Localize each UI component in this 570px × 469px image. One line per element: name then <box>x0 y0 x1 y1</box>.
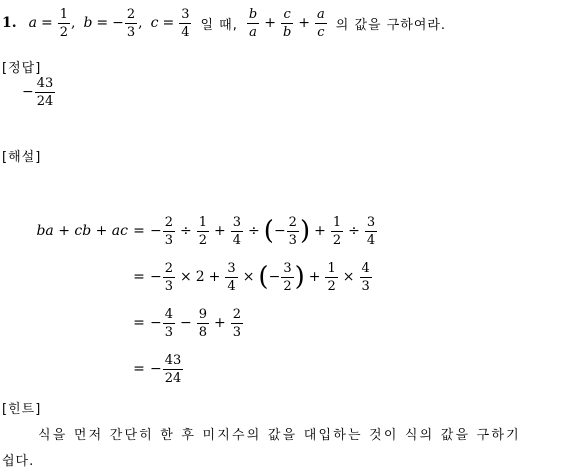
fraction <box>163 216 175 247</box>
fraction-numerator: 4 <box>361 260 370 276</box>
fraction <box>163 354 184 385</box>
fraction-denominator: 2 <box>283 278 292 294</box>
fraction <box>163 262 175 293</box>
fraction-numerator: 2 <box>288 214 297 230</box>
fraction-denominator: 24 <box>36 93 54 109</box>
answer-fraction <box>35 77 56 108</box>
equals-sign: = <box>133 269 145 285</box>
fraction-denominator: 4 <box>181 24 190 40</box>
var-c: c <box>150 15 159 31</box>
fraction-numerator: a <box>317 6 325 22</box>
answer-label: [정답] <box>2 61 42 76</box>
operator: × <box>180 269 192 285</box>
fraction-numerator: 3 <box>366 214 376 230</box>
fraction-denominator: 3 <box>361 278 370 294</box>
equals-sign: = <box>133 361 145 377</box>
equals-sign: = <box>133 315 145 331</box>
plus-sign: + <box>264 15 276 31</box>
operator: + <box>314 223 326 239</box>
fraction-c-over-b <box>281 8 293 39</box>
hint-text-line-1: 식을 먼저 간단히 한 후 미지수의 값을 대입하는 것이 식의 값을 구하기 <box>38 428 521 443</box>
fraction-denominator: a <box>249 24 257 40</box>
fraction-numerator: 43 <box>36 75 54 91</box>
equals-sign: = <box>96 15 109 31</box>
fraction-numerator: 3 <box>181 6 190 22</box>
fraction-denominator: 4 <box>227 278 236 294</box>
fraction-denominator: 2 <box>332 232 342 248</box>
operator: + <box>208 269 221 285</box>
var-b: b <box>83 15 93 31</box>
left-paren: ( <box>263 216 274 246</box>
fraction-denominator: 2 <box>59 24 68 40</box>
fraction-denominator: 3 <box>232 324 242 340</box>
equals-sign: = <box>162 15 175 31</box>
operator: ÷ <box>248 223 260 239</box>
fraction-numerator: 1 <box>327 260 336 276</box>
fraction-numerator: 9 <box>198 306 208 322</box>
fraction-denominator: c <box>317 24 325 40</box>
operator: × <box>242 269 255 285</box>
fraction-denominator: 2 <box>327 278 336 294</box>
comma: , <box>71 15 76 31</box>
fraction-numerator: 43 <box>164 352 182 368</box>
problem-statement <box>2 6 446 40</box>
fraction-b-over-a <box>247 8 259 39</box>
derivation-line-4 <box>0 346 378 392</box>
operator: × <box>342 269 355 285</box>
fraction-denominator: 8 <box>198 324 208 340</box>
equals-sign: = <box>133 223 145 239</box>
problem-number: 1. <box>2 15 17 31</box>
fraction-numerator: 2 <box>232 306 242 322</box>
fraction <box>360 262 372 293</box>
derivation-line-1 <box>0 208 378 254</box>
fraction-c <box>179 8 191 39</box>
operator: ÷ <box>180 223 192 239</box>
minus-sign: − <box>273 223 286 239</box>
fraction <box>225 262 237 293</box>
fraction-denominator: b <box>282 24 292 40</box>
minus-sign: − <box>150 223 162 239</box>
fraction-numerator: 2 <box>126 6 136 22</box>
minus-sign: − <box>150 269 162 285</box>
fraction-numerator: b <box>248 6 258 22</box>
fraction-denominator: 4 <box>232 232 242 248</box>
fraction-denominator: 3 <box>126 24 136 40</box>
fraction-numerator: 1 <box>332 214 342 230</box>
fraction-numerator: 4 <box>164 306 174 322</box>
condition-text: 일 때, <box>200 17 238 33</box>
operator: + <box>214 223 226 239</box>
fraction <box>163 308 175 339</box>
fraction-numerator: 3 <box>232 214 242 230</box>
minus-sign: − <box>22 84 34 100</box>
fraction-numerator: 1 <box>59 6 68 22</box>
fraction-denominator: 24 <box>164 370 182 386</box>
fraction <box>281 262 293 293</box>
operator: − <box>180 315 192 331</box>
left-paren: ( <box>258 262 269 292</box>
fraction-numerator: 1 <box>198 214 208 230</box>
derivation-line-2 <box>0 254 378 300</box>
fraction-denominator: 4 <box>366 232 376 248</box>
fraction <box>231 216 243 247</box>
question-text: 의 값을 구하여라. <box>335 17 447 33</box>
fraction <box>197 308 209 339</box>
fraction-a-over-c <box>315 8 327 39</box>
fraction-numerator: 2 <box>164 214 174 230</box>
minus-sign: − <box>150 361 162 377</box>
number: 2 <box>195 269 205 285</box>
plus-sign: + <box>298 15 310 31</box>
comma: , <box>138 15 143 31</box>
fraction-a <box>58 8 70 39</box>
equals-sign: = <box>40 15 53 31</box>
fraction-denominator: 3 <box>164 278 174 294</box>
solution-label: [해설] <box>2 150 42 165</box>
right-paren: ) <box>299 216 311 246</box>
right-paren: ) <box>294 262 305 292</box>
fraction-numerator: 2 <box>164 260 174 276</box>
fraction <box>331 216 343 247</box>
fraction-b <box>125 8 137 39</box>
fraction <box>287 216 299 247</box>
fraction <box>365 216 377 247</box>
operator: + <box>214 315 226 331</box>
minus-sign: − <box>268 269 281 285</box>
derivation-line-3 <box>0 300 378 346</box>
minus-sign: − <box>112 15 124 31</box>
fraction-denominator: 3 <box>288 232 297 248</box>
fraction-denominator: 3 <box>164 324 174 340</box>
fraction <box>325 262 337 293</box>
minus-sign: − <box>150 315 162 331</box>
solution-derivation <box>0 208 378 392</box>
hint-text-line-2: 쉽다. <box>2 454 35 469</box>
hint-label: [힌트] <box>2 402 42 417</box>
operator: ÷ <box>348 223 360 239</box>
fraction <box>197 216 209 247</box>
expression-lhs: ba + cb + ac <box>36 223 128 239</box>
var-a: a <box>28 15 37 31</box>
fraction-numerator: 3 <box>283 260 292 276</box>
fraction-numerator: c <box>283 6 291 22</box>
answer-value <box>22 72 56 112</box>
fraction-numerator: 3 <box>227 260 236 276</box>
fraction-denominator: 2 <box>198 232 208 248</box>
fraction <box>231 308 243 339</box>
operator: + <box>308 269 321 285</box>
fraction-denominator: 3 <box>164 232 174 248</box>
